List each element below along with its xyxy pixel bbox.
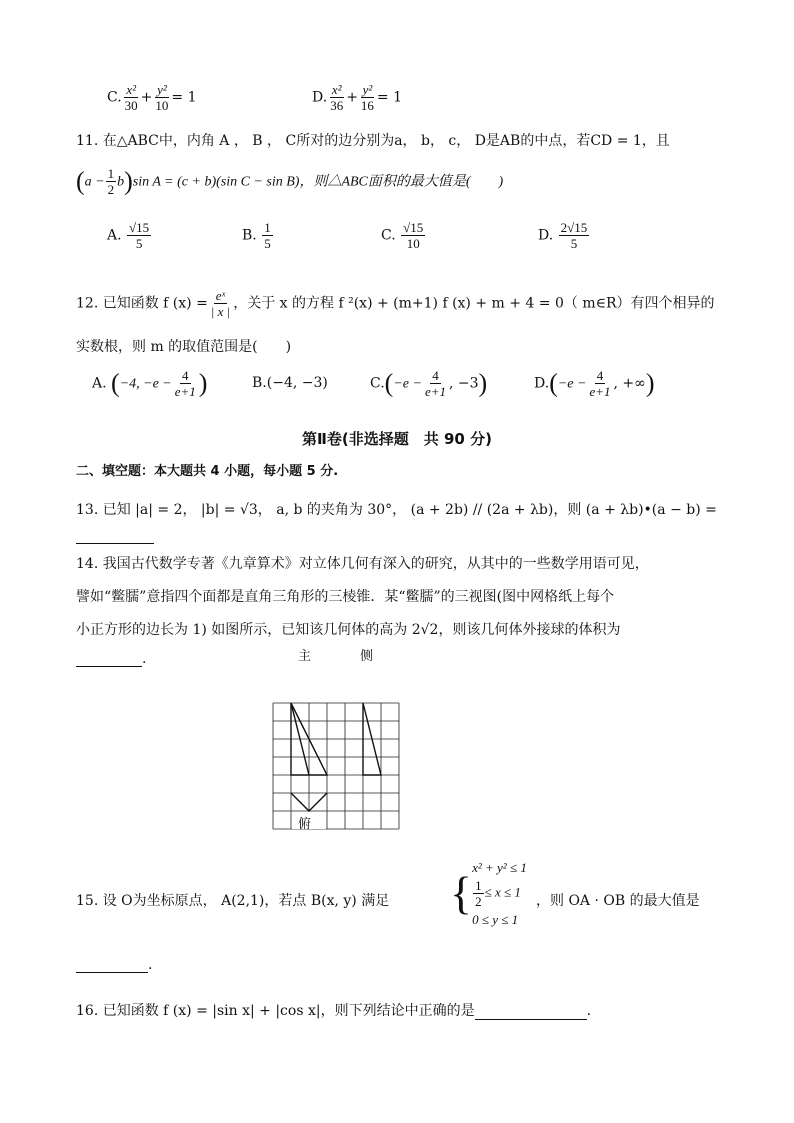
q11-option-c: C. $\frac{√15}{10}$ xyxy=(381,220,424,251)
q15-answer-blank: . xyxy=(76,956,152,973)
section-title: 第Ⅱ卷(非选择题 共 90 分) xyxy=(302,430,492,448)
q16-stem: 16. 已知函数 f (x) = |sin x| + |cos x|，则下列结论中正确的是 . xyxy=(76,1003,592,1019)
q15-stem-b: ，则 OA · OB 的最大值是 xyxy=(536,893,700,909)
q12-stem-line2: 实数根，则 m 的取值范围是( ) xyxy=(76,339,292,355)
side-view-label: 侧 xyxy=(360,649,374,664)
q11-option-b: B. $\frac{1}{5}$ xyxy=(242,220,271,251)
front-view-label: 主 xyxy=(298,649,312,664)
q14-line3: 小正方形的边长为 1) 如图所示，已知该几何体的高为 2√2，则该几何体外接球的体积为 xyxy=(76,622,621,638)
three-view-figure xyxy=(270,700,402,836)
q14-answer-blank: . xyxy=(76,650,146,667)
section-subtitle: 二、填空题：本大题共 4 小题，每小题 5 分. xyxy=(76,464,339,479)
q10-option-c: C. $\frac{\text{x²}}{30}$ + $\frac{\text{y²}}{10}$ = 1 xyxy=(107,82,197,113)
q12-option-a: A. (−4, −e − $\frac{4}{e+1}$ ) xyxy=(92,368,208,399)
q13-answer-blank xyxy=(76,527,154,544)
q12-option-b: B.(−4, −3) xyxy=(252,375,328,391)
q11-stem-line1: 11. 在△ABC中，内角 A ， B ， C所对的边分别为a， b， c， D是AB的中点，若CD = 1，且 xyxy=(76,133,670,149)
q11-stem-line2: (a − $\frac{1}{2}$ b)sin A = (c + b)(sin C − sin B)，则△ABC面积的最大值是( ) xyxy=(76,166,504,197)
q14-line1: 14. 我国古代数学专著《九章算术》对立体几何有深入的研究，从其中的一些数学用语可见， xyxy=(76,556,649,572)
q12-option-c: C.(−e − $\frac{4}{e+1}$ , −3) xyxy=(370,368,488,399)
q12-option-d: D.(−e − $\frac{4}{e+1}$ , +∞) xyxy=(534,368,655,399)
grid-lines xyxy=(273,703,399,829)
q12-stem-line1: 12. 已知函数 f (x) = $\frac{\text{eˣ}}{| x |}$ ，关于 x 的方程 f ²(x) + (m+1) f (x) + m + 4 = 0（ m∈R）有四个相异的 xyxy=(76,288,715,319)
q15-constraint-system: {x² + y² ≤ 1 $\frac{1}{2}$ ≤ x ≤ 1 0 ≤ y ≤ 1 xyxy=(450,860,527,927)
q13-stem: 13. 已知 |a| = 2， |b| = √3， a, b 的夹角为 30°， (a + 2b) // (2a + λb)，则 (a + λb)•(a − b) = xyxy=(76,502,717,518)
q11-option-d: D. $\frac{2√15}{5}$ xyxy=(538,220,588,251)
top-view-label: 俯 xyxy=(298,817,312,832)
q14-line2: 譬如“鳖臑”意指四个面都是直角三角形的三棱锥．某“鳖臑”的三视图(图中网格纸上每个 xyxy=(76,589,615,605)
q15-stem-a: 15. 设 O为坐标原点， A(2,1)，若点 B(x, y) 满足 xyxy=(76,893,390,909)
q11-option-a: A. $\frac{√15}{5}$ xyxy=(107,220,150,251)
q10-option-d: D. $\frac{\text{x²}}{36}$ + $\frac{\text{y²}}{16}$ = 1 xyxy=(312,82,403,113)
